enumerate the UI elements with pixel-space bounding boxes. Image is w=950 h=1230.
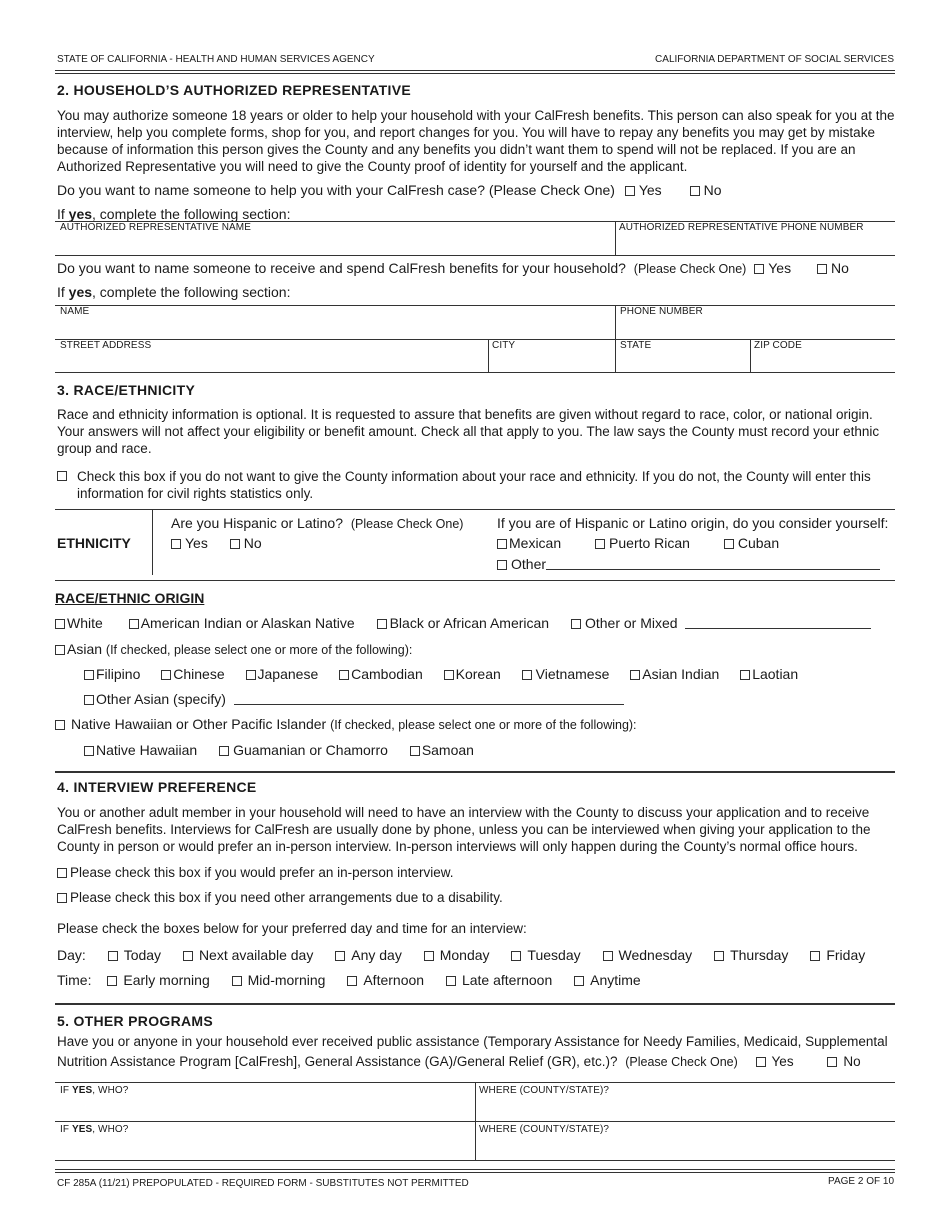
disability-label: Please check this box if you need other arrangements due to a disability. — [70, 890, 503, 905]
asian-option-korean[interactable]: Korean — [444, 666, 501, 682]
origin-row — [497, 535, 797, 551]
checkbox-icon — [335, 951, 345, 961]
city-field[interactable] — [491, 352, 611, 370]
time-late-afternoon-checkbox[interactable]: Late afternoon — [446, 972, 552, 988]
in-person-checkbox[interactable] — [57, 868, 67, 878]
checkbox-icon — [595, 539, 605, 549]
other-origin-row — [497, 556, 880, 572]
day-label: Day: — [57, 947, 86, 963]
checkbox-icon — [246, 670, 256, 680]
time-afternoon-checkbox[interactable]: Afternoon — [347, 972, 424, 988]
section-5-title: 5. OTHER PROGRAMS — [57, 1013, 214, 1029]
spend-question-hint: (Please Check One) — [633, 262, 747, 276]
checkbox-icon — [219, 746, 229, 756]
checkbox-icon — [347, 976, 357, 986]
checkbox-icon — [511, 951, 521, 961]
mexican-checkbox[interactable]: Mexican — [497, 535, 561, 551]
checkbox-icon — [230, 539, 240, 549]
other-origin-checkbox[interactable]: Other — [497, 556, 546, 572]
zip-field[interactable] — [753, 352, 892, 370]
programs-question-line1: Have you or anyone in your household ever received public assistance (Temporary Assistance for Needy Families, Medicaid, Supplemental — [57, 1034, 888, 1049]
where-label-2: WHERE (COUNTY/STATE)? — [479, 1124, 610, 1135]
checkbox-icon — [129, 619, 139, 629]
time-anytime-checkbox[interactable]: Anytime — [574, 972, 641, 988]
street-field[interactable] — [58, 352, 484, 370]
checkbox-icon — [690, 186, 700, 196]
in-person-label: Please check this box if you would prefer an in-person interview. — [70, 865, 454, 880]
hispanic-hint: (Please Check One) — [350, 517, 464, 531]
rep-phone-label: AUTHORIZED REPRESENTATIVE PHONE NUMBER — [619, 222, 864, 233]
programs-question-line2: Nutrition Assistance Program [CalFresh], General Assistance (GA)/General Relief (GR), etc.)? — [57, 1054, 618, 1069]
rep-name-label: AUTHORIZED REPRESENTATIVE NAME — [60, 222, 251, 233]
agency-header: STATE OF CALIFORNIA - HEALTH AND HUMAN SERVICES AGENCY — [57, 54, 375, 65]
time-row — [57, 972, 641, 988]
checkbox-icon — [410, 746, 420, 756]
preference-intro: Please check the boxes below for your preferred day and time for an interview: — [57, 921, 527, 936]
rep-yes-label: Yes — [638, 182, 662, 198]
cuban-checkbox[interactable]: Cuban — [724, 535, 779, 551]
checkbox-icon — [827, 1057, 837, 1067]
day-thursday-checkbox[interactable]: Thursday — [714, 947, 788, 963]
optout-checkbox[interactable] — [57, 471, 67, 481]
nhpi-options-row — [84, 742, 492, 758]
rep-no-label: No — [703, 182, 722, 198]
checkbox-icon — [756, 1057, 766, 1067]
day-wednesday-checkbox[interactable]: Wednesday — [603, 947, 693, 963]
spend-yes-label: Yes — [768, 260, 792, 276]
programs-question-row — [57, 1054, 861, 1069]
programs-hint: (Please Check One) — [625, 1055, 738, 1069]
rep-phone-field[interactable] — [618, 234, 892, 252]
where-field-2[interactable] — [478, 1137, 892, 1157]
nhpi-row — [55, 716, 637, 732]
checkbox-icon — [84, 746, 94, 756]
spend-question-row — [57, 260, 849, 276]
white-checkbox[interactable]: White — [55, 615, 103, 631]
nhpi-option-native-hawaiian[interactable]: Native Hawaiian — [84, 742, 197, 758]
checkbox-icon — [444, 670, 454, 680]
day-any-checkbox[interactable]: Any day — [335, 947, 402, 963]
rep-if-yes: If yes, complete the following section: — [57, 206, 291, 222]
day-next-available-checkbox[interactable]: Next available day — [183, 947, 313, 963]
page-number: PAGE 2 OF 10 — [828, 1176, 894, 1187]
race-row — [55, 615, 871, 631]
time-label: Time: — [57, 972, 92, 988]
american-indian-checkbox[interactable]: American Indian or Alaskan Native — [129, 615, 355, 631]
checkbox-icon — [84, 695, 94, 705]
state-field[interactable] — [618, 352, 746, 370]
hispanic-answer-row — [171, 535, 280, 551]
checkbox-icon — [339, 670, 349, 680]
section-2-title: 2. HOUSEHOLD’S AUTHORIZED REPRESENTATIVE — [57, 82, 411, 98]
asian-checkbox[interactable]: Asian — [55, 641, 102, 657]
checkbox-icon — [522, 670, 532, 680]
phone-label: PHONE NUMBER — [620, 306, 703, 317]
checkbox-icon — [171, 539, 181, 549]
who-field-1[interactable] — [58, 1098, 471, 1118]
asian-option-chinese[interactable]: Chinese — [161, 666, 224, 682]
day-row — [57, 947, 865, 963]
rep-question: Do you want to name someone to help you with your CalFresh case? (Please Check One) — [57, 182, 615, 198]
checkbox-icon — [161, 670, 171, 680]
where-field-1[interactable] — [478, 1098, 892, 1118]
time-early-morning-checkbox[interactable]: Early morning — [107, 972, 209, 988]
checkbox-icon — [55, 720, 65, 730]
optout-text: Check this box if you do not want to give the County information about your race and ethnicity. If you do not, the County will enter this information for civil rights statistics only. — [77, 469, 871, 501]
name-field[interactable] — [58, 318, 611, 336]
hispanic-question-row — [171, 515, 463, 531]
checkbox-icon — [183, 951, 193, 961]
asian-option-asian-indian[interactable]: Asian Indian — [630, 666, 719, 682]
section-2-intro: You may authorize someone 18 years or older to help your household with your CalFresh benefits. This person can also speak for you at the interview, help you complete forms, shop for you, and report changes for you. You will have to repay any benefits you may get by mistake because of information this person gives the County and any benefits you didn’t want them to spend will not be replaced. If you are an Authorized Representative you will need to give the County proof of identity for yourself and the applicant. — [57, 108, 895, 174]
checkbox-icon — [55, 645, 65, 655]
who-field-2[interactable] — [58, 1137, 471, 1157]
puerto-rican-checkbox[interactable]: Puerto Rican — [595, 535, 690, 551]
asian-option-cambodian[interactable]: Cambodian — [339, 666, 423, 682]
origin-question: If you are of Hispanic or Latino origin, do you consider yourself: — [497, 515, 889, 531]
spend-question: Do you want to name someone to receive and spend CalFresh benefits for your household? — [57, 260, 626, 276]
nhpi-option-samoan[interactable]: Samoan — [410, 742, 474, 758]
time-mid-morning-checkbox[interactable]: Mid-morning — [232, 972, 326, 988]
checkbox-icon — [497, 539, 507, 549]
black-checkbox[interactable]: Black or African American — [377, 615, 550, 631]
programs-no-checkbox[interactable]: No — [827, 1054, 860, 1069]
other-asian-checkbox[interactable]: Other Asian (specify) — [84, 691, 226, 707]
phone-field[interactable] — [618, 318, 892, 336]
rep-question-row — [57, 182, 721, 198]
race-title: RACE/ETHNIC ORIGIN — [55, 590, 205, 606]
rep-yes-checkbox[interactable] — [625, 182, 662, 198]
other-asian-field[interactable] — [234, 692, 624, 705]
form-number-footer: CF 285A (11/21) PREPOPULATED - REQUIRED FORM - SUBSTITUTES NOT PERMITTED — [57, 1178, 469, 1189]
asian-row — [55, 641, 412, 657]
asian-options-row — [84, 666, 798, 682]
day-today-checkbox[interactable]: Today — [108, 947, 161, 963]
checkbox-icon — [55, 619, 65, 629]
checkbox-icon — [108, 951, 118, 961]
checkbox-icon — [84, 670, 94, 680]
day-tuesday-checkbox[interactable]: Tuesday — [511, 947, 580, 963]
checkbox-icon — [377, 619, 387, 629]
in-person-row — [57, 865, 453, 880]
other-origin-field[interactable] — [546, 557, 880, 570]
asian-option-vietnamese[interactable]: Vietnamese — [522, 666, 610, 682]
asian-hint: (If checked, please select one or more of the following): — [105, 643, 413, 657]
name-label: NAME — [60, 306, 90, 317]
asian-option-filipino[interactable]: Filipino — [84, 666, 140, 682]
spend-if-yes: If yes, complete the following section: — [57, 284, 291, 300]
checkbox-icon — [574, 976, 584, 986]
checkbox-icon — [497, 560, 507, 570]
hispanic-no-checkbox[interactable]: No — [230, 535, 262, 551]
checkbox-icon — [232, 976, 242, 986]
checkbox-icon — [724, 539, 734, 549]
state-label: STATE — [620, 340, 652, 351]
rep-name-field[interactable] — [58, 234, 611, 252]
checkbox-icon — [754, 264, 764, 274]
nhpi-option-guamanian[interactable]: Guamanian or Chamorro — [219, 742, 388, 758]
optout-row — [57, 468, 895, 502]
checkbox-icon — [446, 976, 456, 986]
hispanic-question: Are you Hispanic or Latino? — [171, 515, 343, 531]
spend-yes-checkbox[interactable] — [754, 260, 791, 276]
asian-option-japanese[interactable]: Japanese — [246, 666, 319, 682]
day-monday-checkbox[interactable]: Monday — [424, 947, 490, 963]
spend-no-checkbox[interactable] — [817, 260, 849, 276]
asian-option-laotian[interactable]: Laotian — [740, 666, 798, 682]
spend-no-label: No — [830, 260, 849, 276]
checkbox-icon — [817, 264, 827, 274]
checkbox-icon — [630, 670, 640, 680]
hispanic-yes-checkbox[interactable]: Yes — [171, 535, 208, 551]
nhpi-hint: (If checked, please select one or more of the following): — [330, 718, 637, 732]
rep-no-checkbox[interactable] — [690, 182, 722, 198]
other-mixed-field[interactable] — [685, 616, 871, 629]
checkbox-icon — [571, 619, 581, 629]
disability-row — [57, 890, 503, 905]
zip-label: ZIP CODE — [754, 340, 802, 351]
section-4-title: 4. INTERVIEW PREFERENCE — [57, 779, 257, 795]
nhpi-checkbox[interactable]: Native Hawaiian or Other Pacific Islander — [55, 716, 326, 732]
ethnicity-label: ETHNICITY — [57, 535, 131, 551]
street-label: STREET ADDRESS — [60, 340, 152, 351]
checkbox-icon — [740, 670, 750, 680]
checkbox-icon — [714, 951, 724, 961]
who-label-1: IF YES, WHO? — [60, 1085, 129, 1096]
checkbox-icon — [107, 976, 117, 986]
checkbox-icon — [603, 951, 613, 961]
who-label-2: IF YES, WHO? — [60, 1124, 129, 1135]
disability-checkbox[interactable] — [57, 893, 67, 903]
other-asian-row — [84, 691, 624, 707]
section-4-intro: You or another adult member in your household will need to have an interview with the County to discuss your application and to receive CalFresh benefits. Interviews for CalFresh are usually done by phone, unless you can be interviewed when giving your application to the County in person or would prefer an in-person interview. In-person interviews will only happen during the County’s normal office hours. — [57, 805, 871, 854]
where-label-1: WHERE (COUNTY/STATE)? — [479, 1085, 610, 1096]
city-label: CITY — [492, 340, 516, 351]
checkbox-icon — [424, 951, 434, 961]
other-mixed-checkbox[interactable]: Other or Mixed — [571, 615, 678, 631]
checkbox-icon — [625, 186, 635, 196]
checkbox-icon — [810, 951, 820, 961]
section-3-title: 3. RACE/ETHNICITY — [57, 382, 196, 398]
programs-yes-checkbox[interactable]: Yes — [756, 1054, 794, 1069]
department-header: CALIFORNIA DEPARTMENT OF SOCIAL SERVICES — [655, 54, 894, 65]
section-3-intro: Race and ethnicity information is optional. It is requested to assure that benefits are given without regard to race, color, or national origin. Your answers will not affect your eligibility or benefit amount. Check all that apply to you. The law says the County must record your ethnic group and race. — [57, 407, 880, 456]
day-friday-checkbox[interactable]: Friday — [810, 947, 865, 963]
